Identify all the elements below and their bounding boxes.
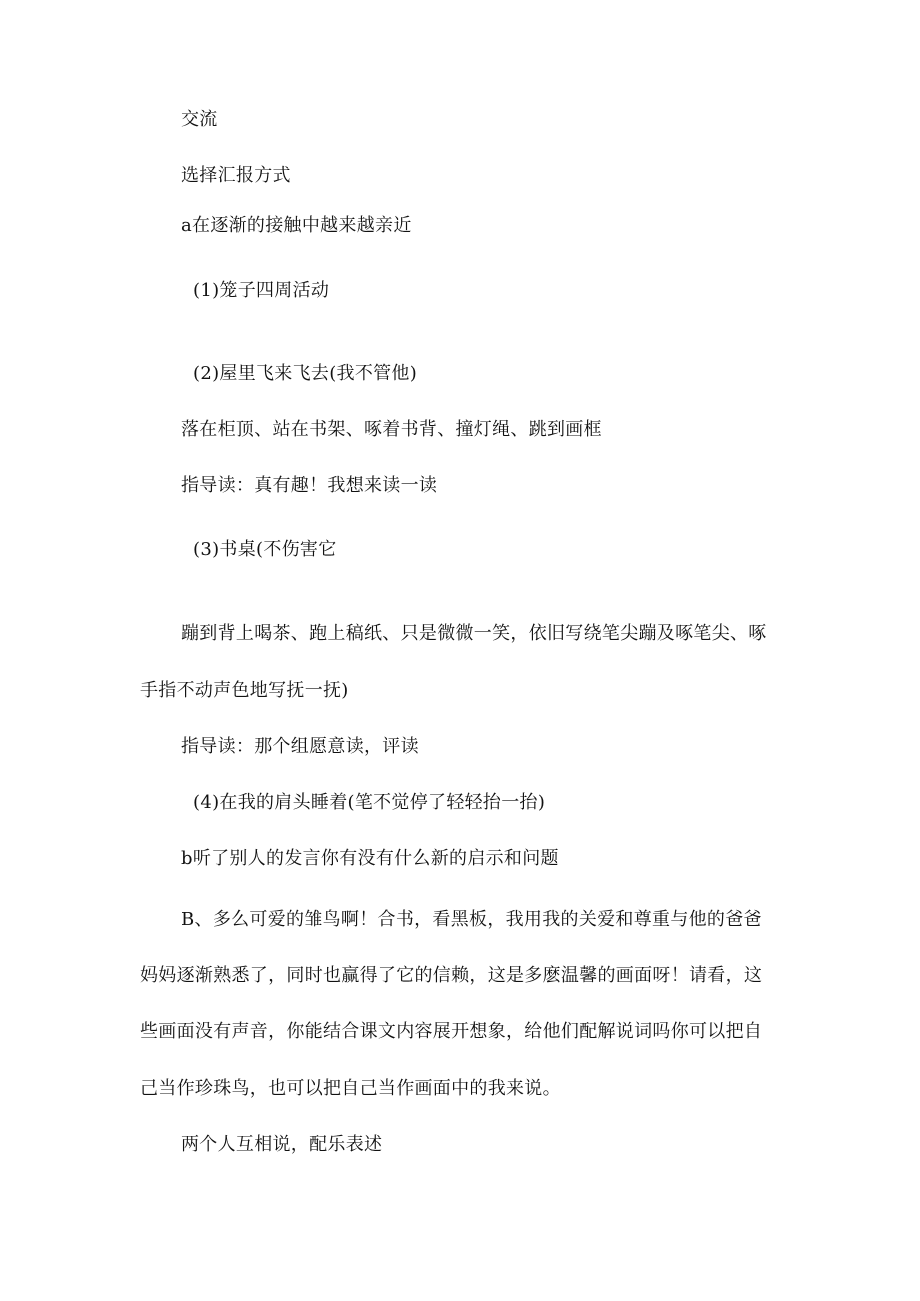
text-line-16: 些画面没有声音，你能结合课文内容展开想象，给他们配解说词吗你可以把自 <box>140 1021 763 1042</box>
text-line-15: 妈妈逐渐熟悉了，同时也赢得了它的信赖，这是多麽温馨的画面呀！请看，这 <box>140 965 763 986</box>
text-line-5: (2)屋里飞来飞去(我不管他) <box>193 363 418 384</box>
text-line-12: (4)在我的肩头睡着(笔不觉停了轻轻抬一抬) <box>193 792 546 813</box>
text-line-14: B、多么可爱的雏鸟啊！合书，看黑板，我用我的关爱和尊重与他的爸爸 <box>181 909 762 930</box>
text-line-9: 蹦到背上喝茶、跑上稿纸、只是微微一笑，依旧写绕笔尖蹦及啄笔尖、啄 <box>181 623 767 644</box>
text-line-3: a在逐渐的接触中越来越亲近 <box>181 215 412 236</box>
text-line-10: 手指不动声色地写抚一抚) <box>140 680 349 701</box>
text-line-8: (3)书桌(不伤害它 <box>193 539 337 560</box>
text-line-4: (1)笼子四周活动 <box>193 280 330 301</box>
text-line-11: 指导读：那个组愿意读，评读 <box>181 736 419 757</box>
text-line-2: 选择汇报方式 <box>181 165 291 186</box>
text-line-7: 指导读：真有趣！我想来读一读 <box>181 475 438 496</box>
text-line-17: 己当作珍珠鸟，也可以把自己当作画面中的我来说。 <box>140 1078 561 1099</box>
text-line-13: b听了别人的发言你有没有什么新的启示和问题 <box>181 848 559 869</box>
text-line-6: 落在柜顶、站在书架、啄着书背、撞灯绳、跳到画框 <box>181 419 602 440</box>
text-line-1: 交流 <box>181 109 218 130</box>
text-line-18: 两个人互相说，配乐表述 <box>181 1134 383 1155</box>
